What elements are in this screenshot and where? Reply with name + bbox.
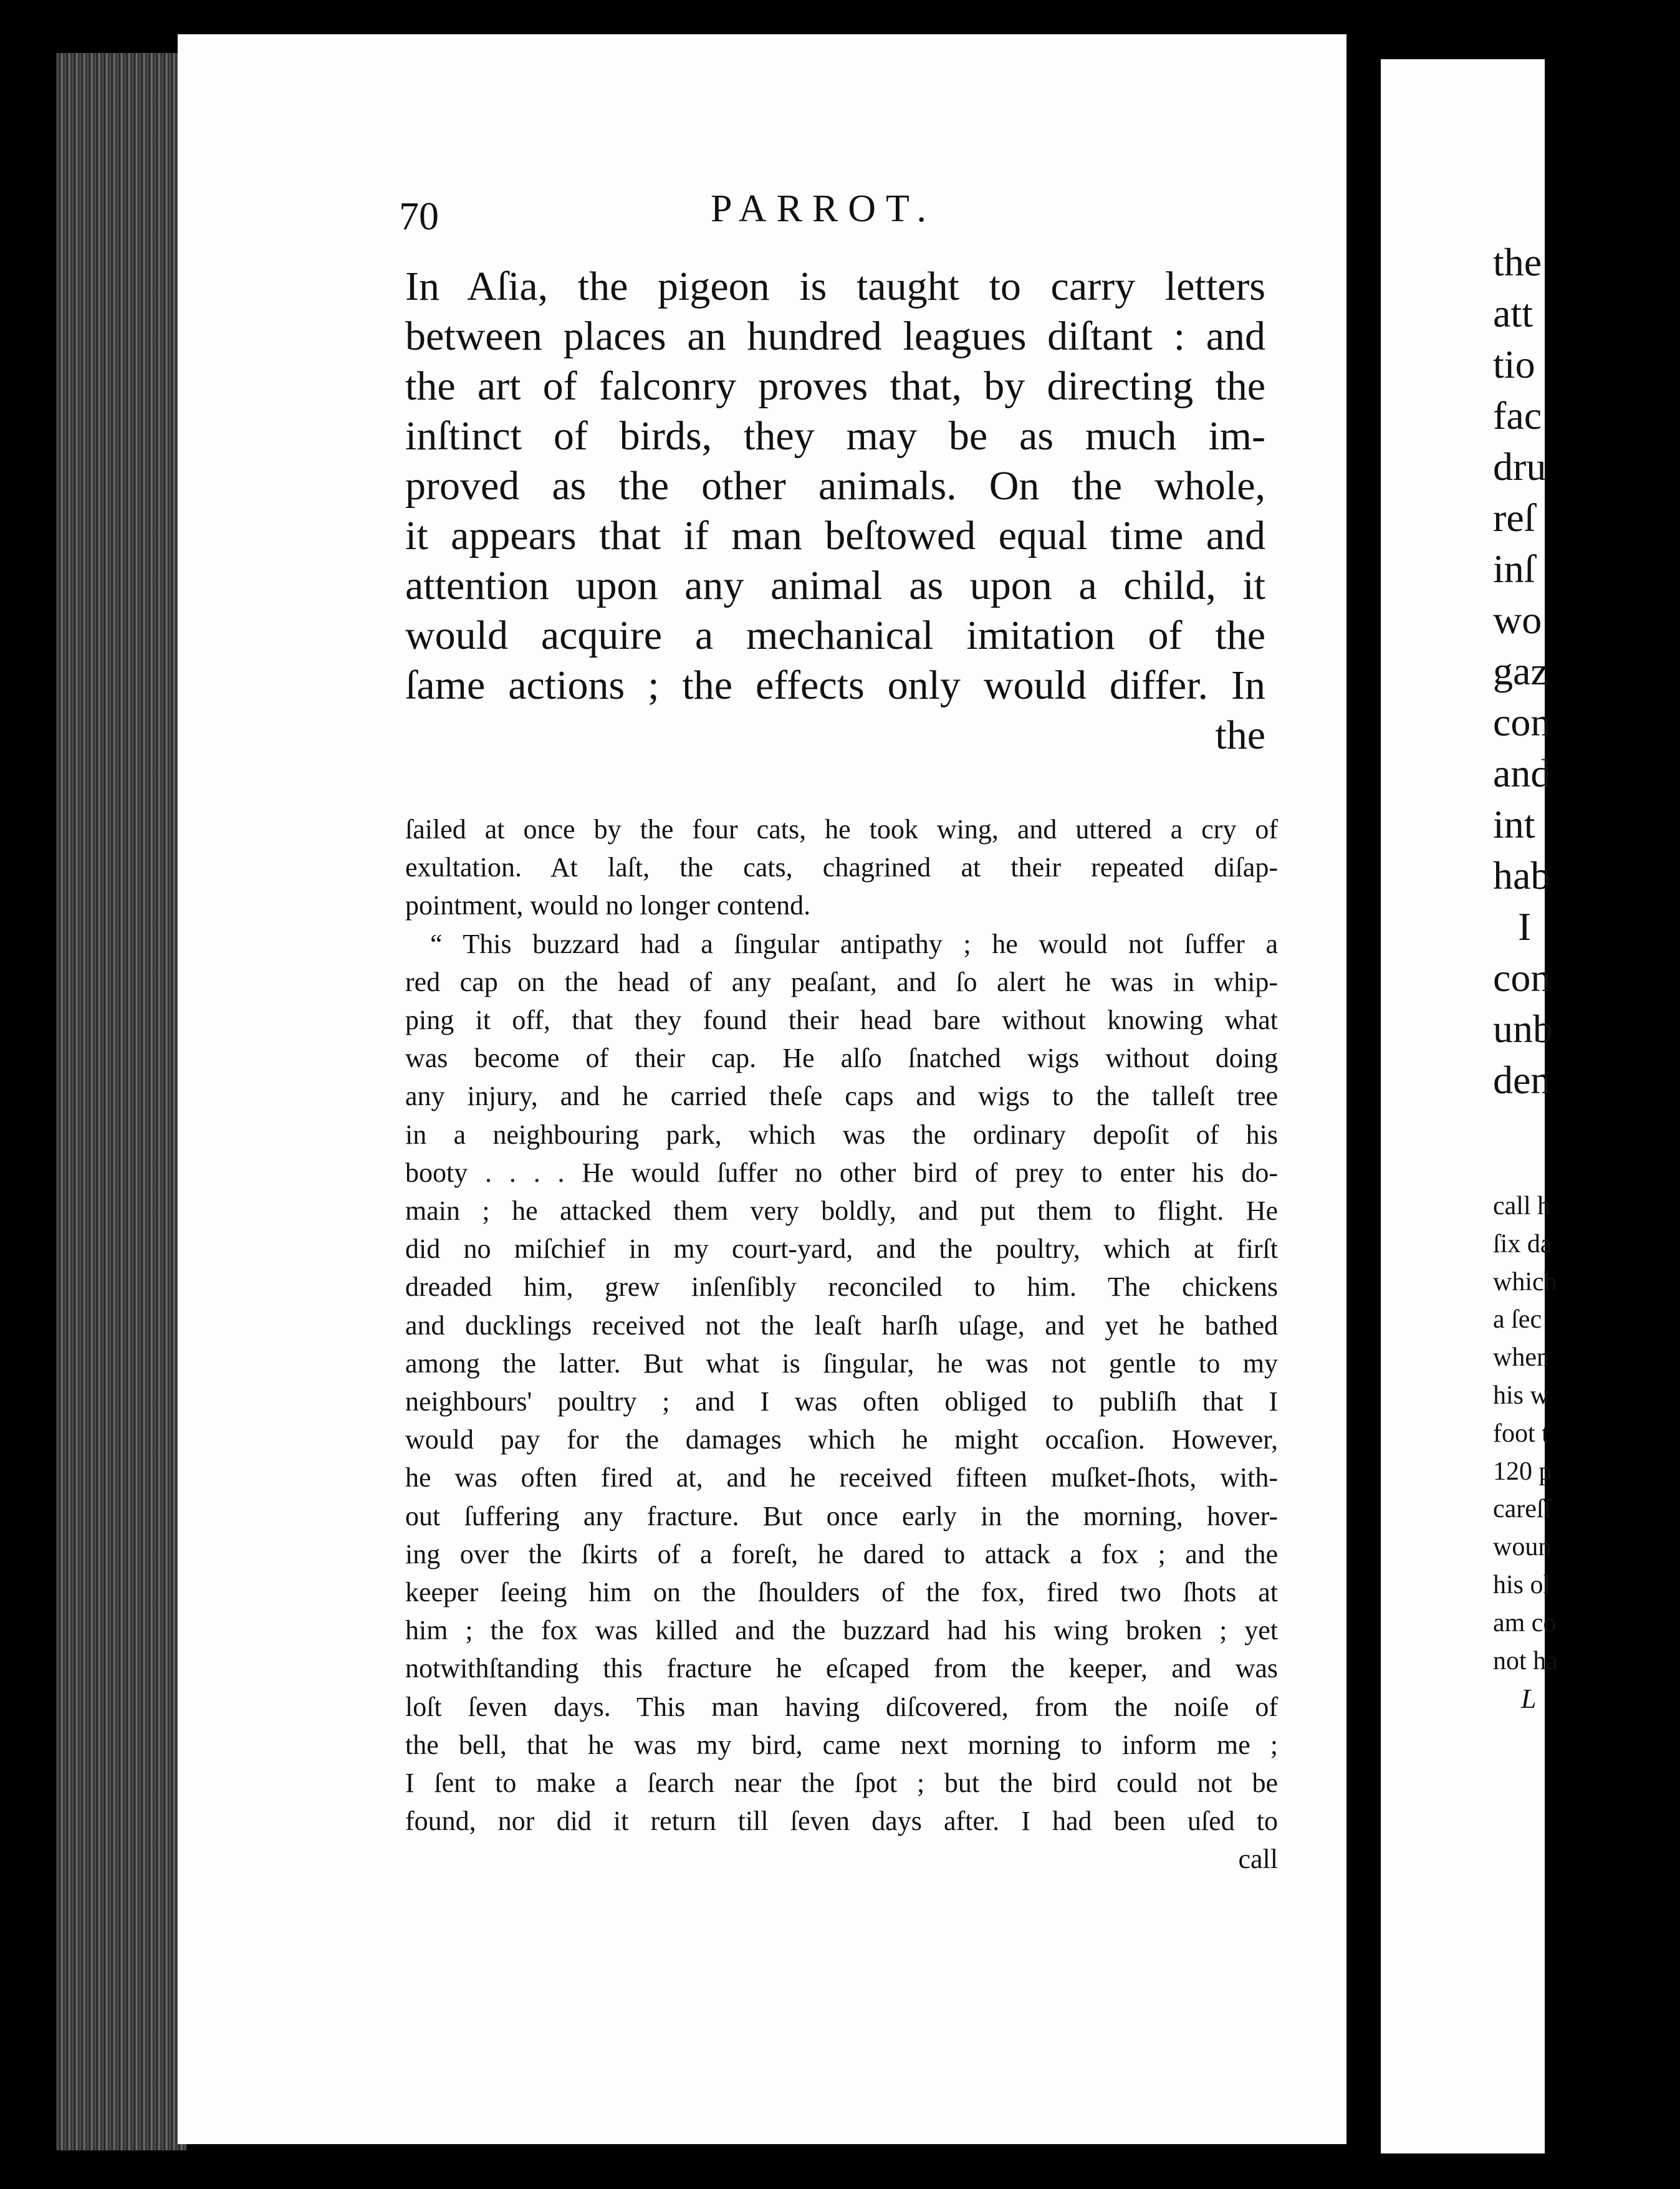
signature-fragment: L: [1521, 1684, 1537, 1714]
fragment-line: not ha: [1493, 1646, 1558, 1675]
right-page-main-fragment: [1493, 237, 1680, 1106]
note-line: was become of their cap. He alſo ſnatched wigs without doing: [405, 1043, 1278, 1074]
fragment-line: con: [1493, 700, 1551, 744]
text-line: inſtinct of birds, they may be as much im-: [405, 413, 1265, 459]
fragment-line: when: [1493, 1343, 1550, 1372]
note-line: notwithſtanding this fracture he eſcaped from the keeper, and was: [405, 1653, 1278, 1684]
note-line: ing over the ſkirts of a foreſt, he dared to attack a fox ; and the: [405, 1538, 1278, 1569]
running-title: PARROT.: [711, 188, 936, 230]
text-line: it appears that if man beſtowed equal time and: [405, 513, 1265, 558]
text-line: would acquire a mechanical imitation of the: [405, 613, 1265, 658]
note-line: did no miſchief in my court-yard, and the poultry, which at firſt: [405, 1233, 1278, 1265]
book-gutter: [1346, 0, 1381, 2189]
fragment-line: his w: [1493, 1381, 1549, 1410]
fragment-line: ſix da: [1493, 1229, 1552, 1258]
note-line: pointment, would no longer contend.: [405, 890, 811, 921]
fragment-line: reſ: [1493, 496, 1535, 540]
fragment-line: which: [1493, 1267, 1557, 1296]
fragment-line: con: [1493, 956, 1551, 1000]
fragment-line: fac: [1493, 393, 1542, 438]
fragment-line: am co: [1493, 1608, 1557, 1637]
note-line: in a neighbouring park, which was the ordinary depoſit of his: [405, 1119, 1278, 1150]
fragment-line: att: [1493, 291, 1533, 335]
fragment-line: den: [1493, 1058, 1551, 1102]
fragment-line: dru: [1493, 444, 1547, 489]
footnote-text: [405, 810, 1278, 1879]
note-line: and ducklings received not the leaſt harſh uſage, and yet he bathed: [405, 1310, 1278, 1341]
fragment-line: unb: [1493, 1007, 1553, 1051]
note-line: neighbours' poultry ; and I was often obliged to publiſh that I: [405, 1386, 1278, 1417]
text-line: the art of falconry proves that, by directing the: [405, 363, 1265, 409]
note-line: among the latter. But what is ſingular, he was not gentle to my: [405, 1348, 1278, 1379]
catchword: the: [1215, 712, 1265, 758]
note-line: him ; the fox was killed and the buzzard had his wing broken ; yet: [405, 1615, 1278, 1646]
catchword: call: [1238, 1844, 1278, 1875]
text-line: ſame actions ; the effects only would differ. In: [405, 663, 1265, 708]
note-line: would pay for the damages which he might occaſion. However,: [405, 1424, 1278, 1455]
note-line: dreaded him, grew inſenſibly reconciled to him. The chickens: [405, 1272, 1278, 1303]
fragment-line: his ol: [1493, 1570, 1551, 1599]
fragment-line: woun: [1493, 1533, 1552, 1562]
fragment-line: a ſec: [1493, 1305, 1542, 1334]
note-line: keeper ſeeing him on the ſhoulders of the fox, fired two ſhots at: [405, 1577, 1278, 1608]
note-line: booty . . . . He would ſuffer no other bird of prey to enter his do-: [405, 1157, 1278, 1188]
text-line: between places an hundred leagues diſtant : and: [405, 314, 1265, 359]
fragment-line: 120 p: [1493, 1457, 1552, 1486]
fragment-line: foot t: [1493, 1419, 1549, 1448]
right-page-note-fragment: [1493, 1187, 1680, 1680]
fragment-line: I: [1518, 904, 1532, 949]
main-body-text: [405, 262, 1265, 760]
book-spine-edge: [56, 53, 187, 2150]
note-line: “ This buzzard had a ſingular antipathy ; he would not ſuffer a: [430, 928, 1278, 959]
fragment-line: int: [1493, 802, 1535, 846]
note-line: any injury, and he carried theſe caps and wigs to the talleſt tree: [405, 1081, 1278, 1112]
fragment-line: the: [1493, 240, 1542, 284]
note-line: he was often fired at, and he received fifteen muſket-ſhots, with-: [405, 1462, 1278, 1493]
fragment-line: and: [1493, 751, 1551, 795]
text-line: proved as the other animals. On the whole,: [405, 463, 1265, 509]
fragment-line: call h: [1493, 1192, 1551, 1220]
note-line: main ; he attacked them very boldly, and put them to flight. He: [405, 1195, 1278, 1227]
fragment-line: gaz: [1493, 649, 1548, 693]
fragment-line: careſſ: [1493, 1495, 1552, 1524]
note-line: I ſent to make a ſearch near the ſpot ; but the bird could not be: [405, 1768, 1278, 1799]
fragment-line: inſ: [1493, 547, 1535, 591]
note-line: the bell, that he was my bird, came next morning to inform me ;: [405, 1729, 1278, 1760]
note-line: ſailed at once by the four cats, he took wing, and uttered a cry of: [405, 814, 1278, 845]
text-line: attention upon any animal as upon a child, it: [405, 563, 1265, 608]
fragment-line: wo: [1493, 598, 1542, 642]
fragment-line: hab: [1493, 853, 1551, 898]
note-line: found, nor did it return till ſeven days after. I had been uſed to: [405, 1806, 1278, 1837]
fragment-line: tio: [1493, 342, 1535, 386]
text-line: In Aſia, the pigeon is taught to carry letters: [405, 264, 1265, 309]
page-header: [399, 187, 1294, 243]
note-line: loſt ſeven days. This man having diſcovered, from the noiſe of: [405, 1691, 1278, 1722]
note-line: red cap on the head of any peaſant, and ſo alert he was in whip-: [405, 966, 1278, 997]
note-line: exultation. At laſt, the cats, chagrined at their repeated diſap-: [405, 852, 1278, 883]
page-number: 70: [399, 194, 439, 238]
note-line: out ſuffering any fracture. But once early in the morning, hover-: [405, 1500, 1278, 1531]
note-line: ping it off, that they found their head bare without knowing what: [405, 1005, 1278, 1036]
